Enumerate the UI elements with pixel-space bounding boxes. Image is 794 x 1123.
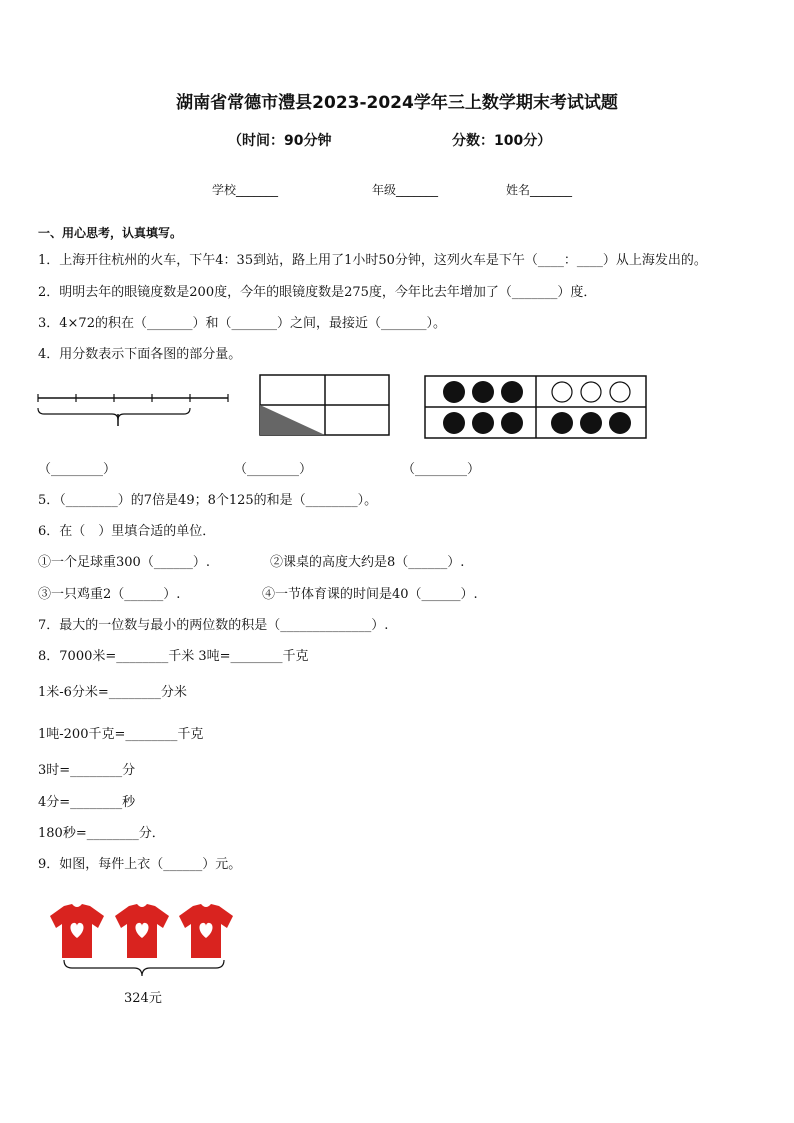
q4-blank-3[interactable]: （________） xyxy=(402,462,481,477)
q4-blank-1[interactable]: （________） xyxy=(38,462,117,477)
q4-blank-2[interactable]: （________） xyxy=(234,462,313,477)
question-3: 3．4×72的积在（_______）和（_______）之间，最接近（_______）。 xyxy=(38,316,446,331)
grade-field: 年级_______ xyxy=(372,183,439,197)
exam-time: （时间：90分钟 xyxy=(228,133,332,149)
school-field: 学校_______ xyxy=(212,183,279,197)
price-label: 324元 xyxy=(124,991,162,1006)
q6-item-3: ③一只鸡重2（______）. xyxy=(38,587,181,602)
question-8-line-5: 4分=________秒 xyxy=(38,795,136,810)
segment-line-figure xyxy=(36,388,236,448)
section-heading: 一、用心思考，认真填写。 xyxy=(38,226,183,240)
shirt-icon xyxy=(179,904,233,958)
question-6: 6．在（ ）里填合适的单位． xyxy=(38,524,216,539)
q6-item-4: ④一节体育课的时间是40（______）. xyxy=(262,587,478,602)
question-1: 1．上海开往杭州的火车，下午4：35到站，路上用了1小时50分钟，这列火车是下午（____：____）从上海发出的。 xyxy=(38,253,707,268)
circles-figure xyxy=(424,375,654,441)
question-8-line-3: 1吨-200千克=________千克 xyxy=(38,727,204,742)
question-2: 2．明明去年的眼镜度数是200度，今年的眼镜度数是275度，今年比去年增加了（_______）度． xyxy=(38,285,597,300)
question-7: 7．最大的一位数与最小的两位数的积是（______________）. xyxy=(38,618,389,633)
question-4: 4．用分数表示下面各图的部分量。 xyxy=(38,347,242,362)
page-title: 湖南省常德市澧县2023-2024学年三上数学期末考试试题 xyxy=(176,93,618,113)
question-8-line-2: 1米-6分米=________分米 xyxy=(38,685,187,700)
name-field: 姓名_______ xyxy=(506,183,573,197)
question-8-line-6: 180秒=________分． xyxy=(38,826,165,841)
question-5: 5．（________）的7倍是49；8个125的和是（________）。 xyxy=(38,493,378,508)
shirt-icon xyxy=(115,904,169,958)
rectangle-figure xyxy=(259,374,399,440)
shirt-icon xyxy=(50,904,104,958)
question-8-line-4: 3时=________分 xyxy=(38,763,136,778)
exam-score: 分数：100分） xyxy=(452,133,552,149)
question-9: 9．如图，每件上衣（______）元。 xyxy=(38,857,242,872)
question-8-line-1: 8．7000米=________千米 3吨=________千克 xyxy=(38,649,309,664)
q6-item-2: ②课桌的高度大约是8（______）. xyxy=(270,555,465,570)
q6-item-1: ①一个足球重300（______）. xyxy=(38,555,210,570)
